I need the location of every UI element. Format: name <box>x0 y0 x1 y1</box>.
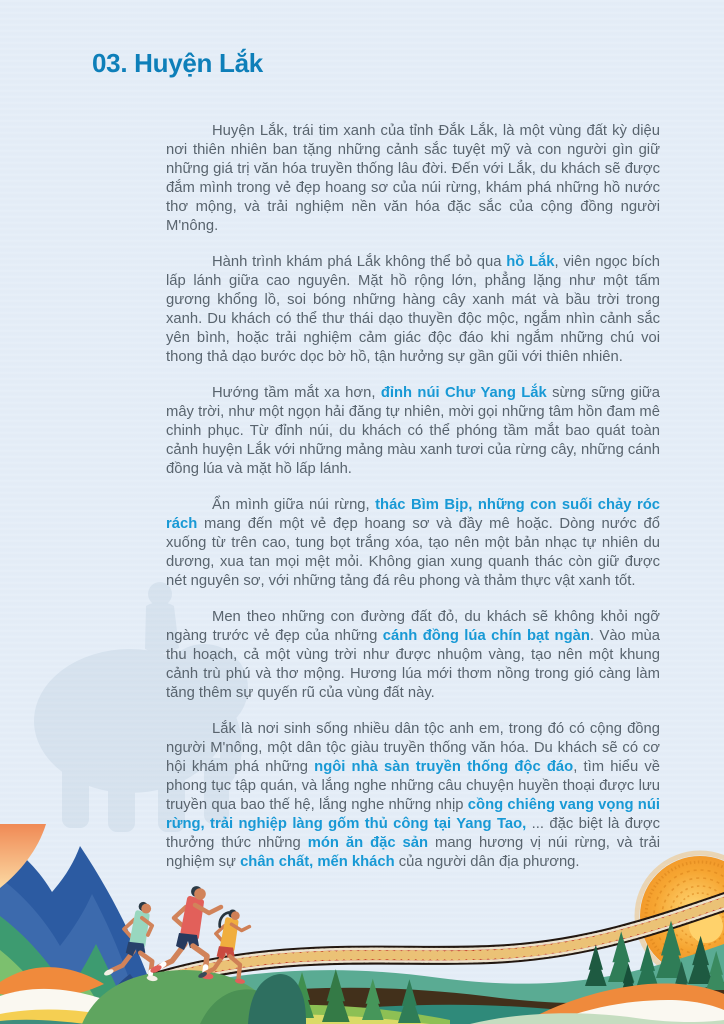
text-segment: mang đến một vẻ đẹp hoang sơ và đầy mê hoặc. Dòng nước đổ xuống từ trên cao, tung bọt trắng xóa, tạo nên một bản nhạc tự nhiên du dương, xua tan mọi mệt mỏi. Không gian xung quanh thác còn giữ được nét nguyên sơ, với những tảng đá rêu phong và thảm thực vật xanh tốt. <box>166 516 660 589</box>
text-segment: . Vào mùa thu hoạch, cả một vùng trời như được nhuộm vàng, tạo nên một khung cảnh trù phú và thơ mộng. Hương lúa mới thơm nồng trong gió càng làm tăng thêm sự quyến rũ của vùng đất này. <box>166 628 660 701</box>
highlight-keyword: cồng chiêng vang vọng núi rừng, trải nghiệp làng gốm thủ công tại Yang Tao, <box>166 797 660 832</box>
paragraph <box>166 608 660 703</box>
text-segment: , viên ngọc bích lấp lánh giữa cao nguyên. Mặt hồ rộng lớn, phẳng lặng như một tấm gương khổng lồ, soi bóng những hàng cây xanh mát và bầu trời trong xanh. Du khách có thể thư thái dạo thuyền độc mộc, ngắm nhìn cảnh sắc yên bình, hoặc trải nghiệm cảm giác độc đáo khi ngắm những chú voi thong thả dạo bước dọc bờ hồ, tận hưởng sự gần gũi với thiên nhiên. <box>166 254 660 365</box>
text-segment: Men theo những con đường đất đỏ, du khách sẽ không khỏi ngỡ ngàng trước vẻ đẹp của những <box>166 609 660 644</box>
highlight-keyword: chân chất, mến khách <box>240 854 395 870</box>
text-segment: ... đặc biệt là được thưởng thức những <box>166 816 660 851</box>
paragraph <box>166 122 660 236</box>
page-title: 03. Huyện Lắk <box>92 48 263 78</box>
highlight-keyword: hồ Lắk <box>506 254 555 270</box>
text-segment: Ẩn mình giữa núi rừng, <box>212 497 376 513</box>
footer-illustration <box>0 824 724 1024</box>
paragraph <box>166 253 660 367</box>
highlight-keyword: thác Bìm Bịp, những con suối chảy róc rách <box>166 497 660 532</box>
paragraph <box>166 384 660 479</box>
text-segment: Huyện Lắk, trái tim xanh của tỉnh Đắk Lắk, là một vùng đất kỳ diệu nơi thiên nhiên ban tặng những cảnh sắc tuyệt mỹ và con người gìn giữ những giá trị văn hóa truyền thống lâu đời. Đến với Lắk, du khách sẽ được đắm mình trong vẻ đẹp hoang sơ của núi rừng, khám phá những hồ nước thơ mộng, và trải nghiệm nền văn hóa đặc sắc của cộng đồng người M'nông. <box>166 123 660 234</box>
text-segment: , tìm hiểu về phong tục tập quán, và lắng nghe những câu chuyện huyền thoại được lưu truyền qua bao thế hệ, lắng nghe những nhịp <box>166 759 660 813</box>
text-segment: Lắk là nơi sinh sống nhiều dân tộc anh em, trong đó có cộng đồng người M'nông, một dân tộc giàu truyền thống văn hóa. Du khách sẽ có cơ hội khám phá những <box>166 721 660 775</box>
highlight-keyword: đỉnh núi Chư Yang Lắk <box>380 385 547 401</box>
text-segment: sừng sững giữa mây trời, như một ngọn hải đăng tự nhiên, mời gọi những tâm hồn đam mê chinh phục. Từ đỉnh núi, du khách có thể phóng tầm mắt bao quát toàn cảnh huyện Lắk với những mảng màu xanh tươi của rừng cây, những cánh đồng lúa và mặt hồ lấp lánh. <box>166 385 660 477</box>
text-segment: mang hương vị núi rừng, và trải nghiệm sự <box>166 835 660 870</box>
paragraph <box>166 496 660 591</box>
highlight-keyword: cánh đồng lúa chín bạt ngàn <box>382 628 590 644</box>
text-segment: của người dân địa phương. <box>394 854 580 870</box>
text-segment: Hành trình khám phá Lắk không thể bỏ qua <box>212 254 507 270</box>
highlight-keyword: món ăn đặc sản <box>307 835 429 851</box>
body-text <box>166 122 660 889</box>
highlight-keyword: ngôi nhà sàn truyền thống độc đáo <box>314 759 574 775</box>
text-segment: Hướng tầm mắt xa hơn, <box>212 385 381 401</box>
